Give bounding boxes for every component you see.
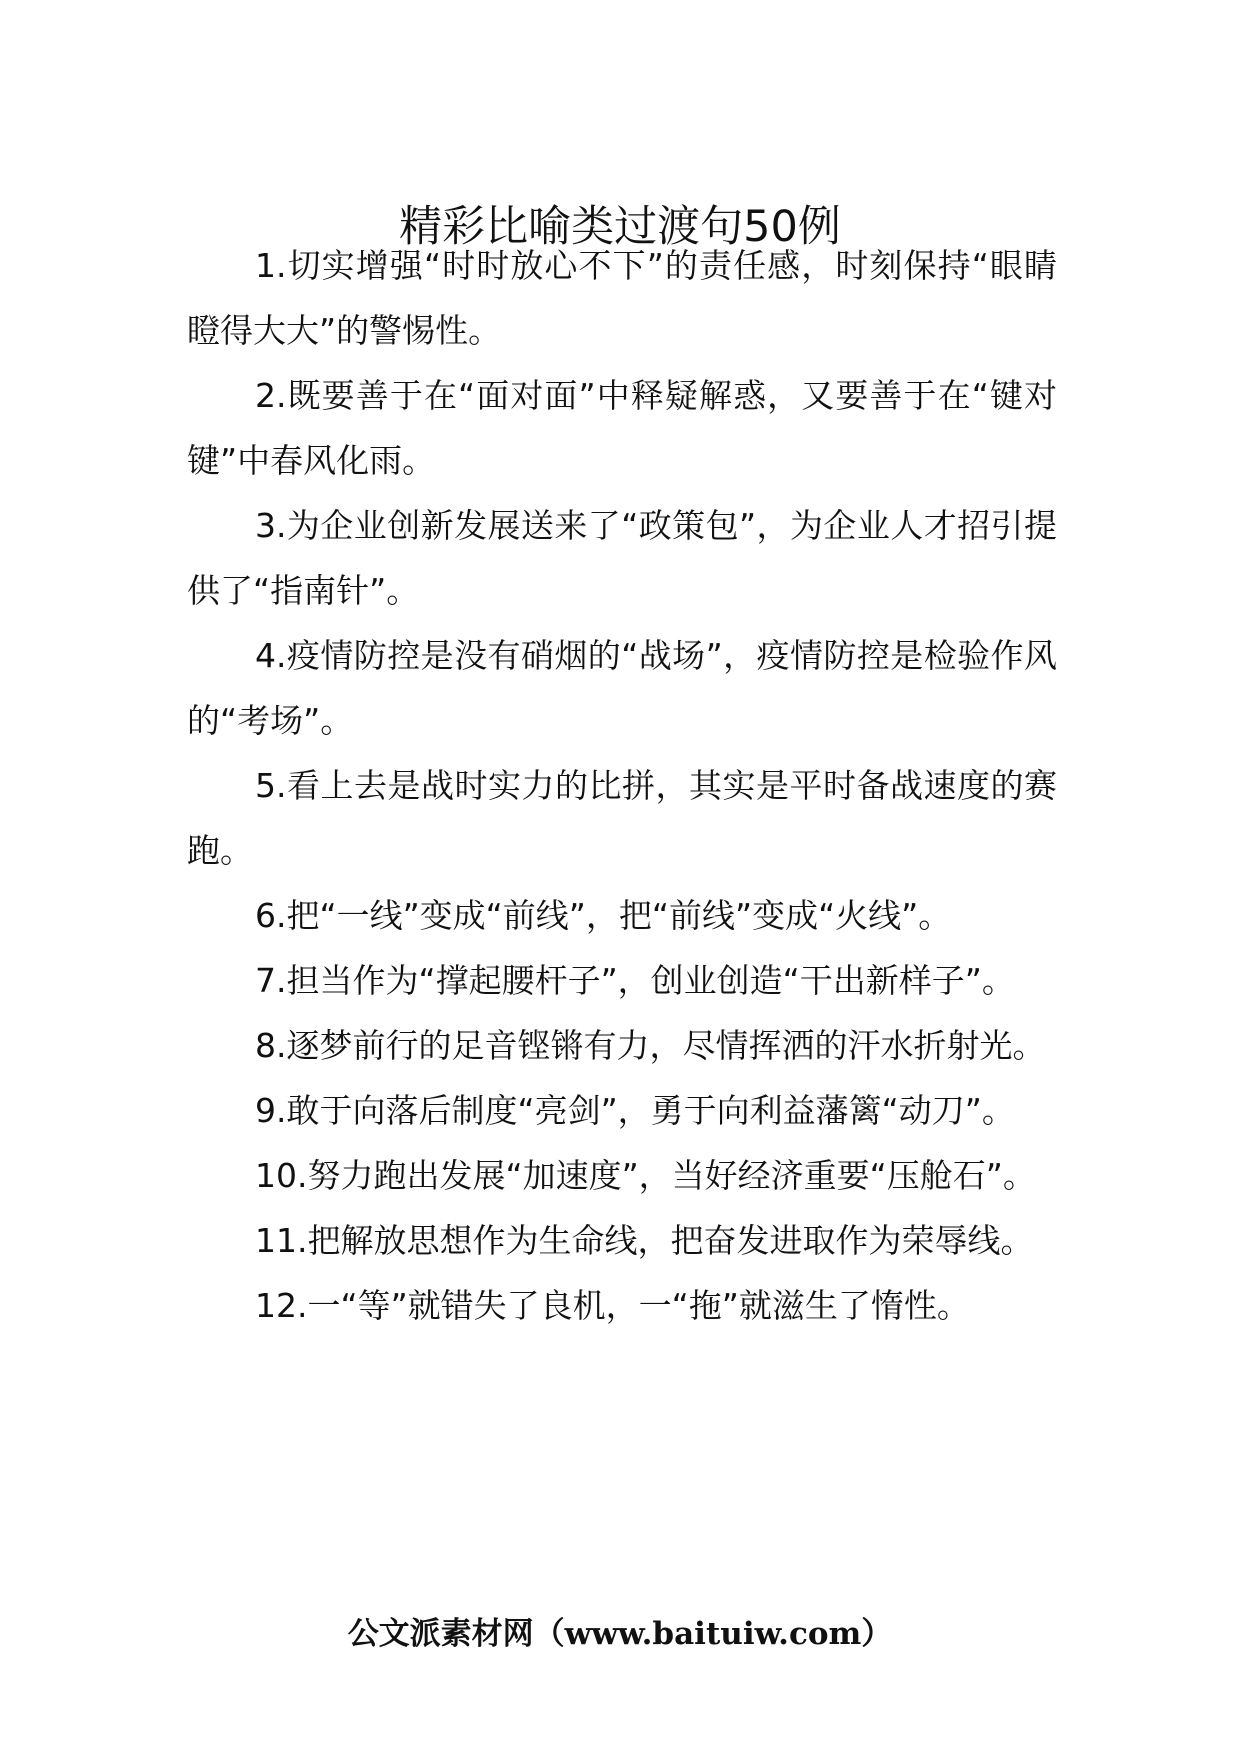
list-item: 4.疫情防控是没有硝烟的“战场”，疫情防控是检验作风的“考场”。 <box>187 636 1057 740</box>
document-body <box>187 233 1057 1338</box>
source-footer: 公文派素材网（www.baituiw.com） <box>347 1616 893 1652</box>
list-item: 11.把解放思想作为生命线，把奋发进取作为荣辱线。 <box>255 1221 1034 1260</box>
list-item: 2.既要善于在“面对面”中释疑解惑，又要善于在“键对键”中春风化雨。 <box>187 376 1057 480</box>
list-item: 5.看上去是战时实力的比拼，其实是平时备战速度的赛跑。 <box>187 766 1057 870</box>
list-item: 7.担当作为“撑起腰杆子”，创业创造“干出新样子”。 <box>255 961 1015 1000</box>
list-item: 3.为企业创新发展送来了“政策包”，为企业人才招引提供了“指南针”。 <box>187 506 1057 610</box>
list-item: 6.把“一线”变成“前线”，把“前线”变成“火线”。 <box>255 896 952 935</box>
list-item: 8.逐梦前行的足音铿锵有力，尽情挥洒的汗水折射光。 <box>255 1026 1046 1065</box>
list-item: 12.一“等”就错失了良机，一“拖”就滋生了惰性。 <box>255 1286 970 1325</box>
list-item: 9.敢于向落后制度“亮剑”，勇于向利益藩篱“动刀”。 <box>255 1091 1015 1130</box>
list-item: 1.切实增强“时时放心不下”的责任感，时刻保持“眼睛瞪得大大”的警惕性。 <box>187 246 1057 350</box>
list-item: 10.努力跑出发展“加速度”，当好经济重要“压舱石”。 <box>255 1156 1036 1195</box>
document-title: 精彩比喻类过渡句50例 <box>399 201 841 252</box>
